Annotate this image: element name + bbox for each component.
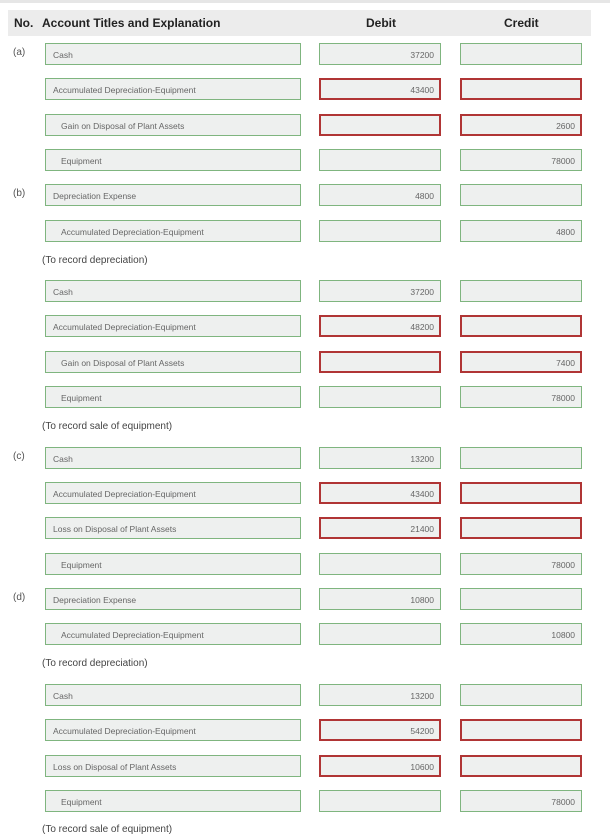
journal-row-a1 xyxy=(0,43,610,65)
debit-field[interactable] xyxy=(319,553,441,575)
debit-field[interactable]: 54200 xyxy=(319,719,441,741)
account-field[interactable]: Depreciation Expense xyxy=(45,184,301,206)
account-field[interactable]: Equipment xyxy=(45,149,301,171)
entry-label: (b) xyxy=(13,188,26,199)
credit-field[interactable]: 78000 xyxy=(460,553,582,575)
credit-field[interactable] xyxy=(460,78,582,100)
account-field[interactable]: Loss on Disposal of Plant Assets xyxy=(45,755,301,777)
journal-row-a2 xyxy=(0,78,610,100)
credit-field[interactable] xyxy=(460,315,582,337)
credit-field[interactable] xyxy=(460,588,582,610)
header-debit: Debit xyxy=(366,16,396,30)
top-divider xyxy=(0,0,610,3)
debit-field[interactable]: 4800 xyxy=(319,184,441,206)
debit-field[interactable] xyxy=(319,623,441,645)
credit-field[interactable]: 7400 xyxy=(460,351,582,373)
credit-field[interactable] xyxy=(460,755,582,777)
debit-field[interactable]: 37200 xyxy=(319,280,441,302)
journal-row-b1 xyxy=(0,184,610,206)
credit-field[interactable]: 78000 xyxy=(460,386,582,408)
account-field[interactable]: Accumulated Depreciation-Equipment xyxy=(45,719,301,741)
debit-field[interactable] xyxy=(319,149,441,171)
account-field[interactable]: Cash xyxy=(45,43,301,65)
credit-field[interactable] xyxy=(460,280,582,302)
account-field[interactable]: Cash xyxy=(45,684,301,706)
journal-row-b6 xyxy=(0,386,610,408)
account-field[interactable]: Accumulated Depreciation-Equipment xyxy=(45,315,301,337)
credit-field[interactable] xyxy=(460,482,582,504)
account-field[interactable]: Depreciation Expense xyxy=(45,588,301,610)
credit-field[interactable] xyxy=(460,447,582,469)
account-field[interactable]: Equipment xyxy=(45,553,301,575)
journal-row-c4 xyxy=(0,553,610,575)
entry-label: (d) xyxy=(13,592,26,603)
journal-row-b5 xyxy=(0,351,610,373)
journal-row-a4 xyxy=(0,149,610,171)
account-field[interactable]: Loss on Disposal of Plant Assets xyxy=(45,517,301,539)
credit-field[interactable]: 4800 xyxy=(460,220,582,242)
journal-row-d2 xyxy=(0,623,610,645)
debit-field[interactable] xyxy=(319,790,441,812)
header-account: Account Titles and Explanation xyxy=(42,16,221,30)
debit-field[interactable]: 10600 xyxy=(319,755,441,777)
credit-field[interactable] xyxy=(460,684,582,706)
debit-field[interactable]: 43400 xyxy=(319,482,441,504)
journal-row-b4 xyxy=(0,315,610,337)
journal-row-d5 xyxy=(0,755,610,777)
journal-row-c1 xyxy=(0,447,610,469)
account-field[interactable]: Gain on Disposal of Plant Assets xyxy=(45,351,301,373)
account-field[interactable]: Accumulated Depreciation-Equipment xyxy=(45,482,301,504)
account-field[interactable]: Cash xyxy=(45,280,301,302)
debit-field[interactable]: 13200 xyxy=(319,684,441,706)
debit-field[interactable] xyxy=(319,386,441,408)
journal-row-b2 xyxy=(0,220,610,242)
debit-field[interactable] xyxy=(319,220,441,242)
debit-field[interactable]: 37200 xyxy=(319,43,441,65)
journal-row-c2 xyxy=(0,482,610,504)
debit-field[interactable]: 48200 xyxy=(319,315,441,337)
journal-row-d6 xyxy=(0,790,610,812)
journal-row-c3 xyxy=(0,517,610,539)
account-field[interactable]: Equipment xyxy=(45,386,301,408)
entry-note: (To record sale of equipment) xyxy=(42,824,173,835)
credit-field[interactable] xyxy=(460,184,582,206)
journal-row-d3 xyxy=(0,684,610,706)
account-field[interactable]: Accumulated Depreciation-Equipment xyxy=(45,220,301,242)
journal-row-b3 xyxy=(0,280,610,302)
entry-label: (a) xyxy=(13,47,26,58)
entry-note: (To record sale of equipment) xyxy=(42,421,173,432)
debit-field[interactable] xyxy=(319,351,441,373)
debit-field[interactable]: 10800 xyxy=(319,588,441,610)
account-field[interactable]: Accumulated Depreciation-Equipment xyxy=(45,78,301,100)
debit-field[interactable]: 21400 xyxy=(319,517,441,539)
entry-label: (c) xyxy=(13,451,25,462)
credit-field[interactable] xyxy=(460,719,582,741)
account-field[interactable]: Gain on Disposal of Plant Assets xyxy=(45,114,301,136)
header-no: No. xyxy=(14,16,34,30)
journal-row-d4 xyxy=(0,719,610,741)
journal-row-a3 xyxy=(0,114,610,136)
account-field[interactable]: Cash xyxy=(45,447,301,469)
credit-field[interactable]: 78000 xyxy=(460,149,582,171)
journal-row-d1 xyxy=(0,588,610,610)
table-header xyxy=(8,10,591,36)
account-field[interactable]: Equipment xyxy=(45,790,301,812)
debit-field[interactable] xyxy=(319,114,441,136)
credit-field[interactable]: 2600 xyxy=(460,114,582,136)
debit-field[interactable]: 13200 xyxy=(319,447,441,469)
credit-field[interactable]: 78000 xyxy=(460,790,582,812)
credit-field[interactable]: 10800 xyxy=(460,623,582,645)
credit-field[interactable] xyxy=(460,517,582,539)
entry-note: (To record depreciation) xyxy=(42,255,148,266)
credit-field[interactable] xyxy=(460,43,582,65)
header-credit: Credit xyxy=(504,16,539,30)
entry-note: (To record depreciation) xyxy=(42,658,148,669)
account-field[interactable]: Accumulated Depreciation-Equipment xyxy=(45,623,301,645)
debit-field[interactable]: 43400 xyxy=(319,78,441,100)
